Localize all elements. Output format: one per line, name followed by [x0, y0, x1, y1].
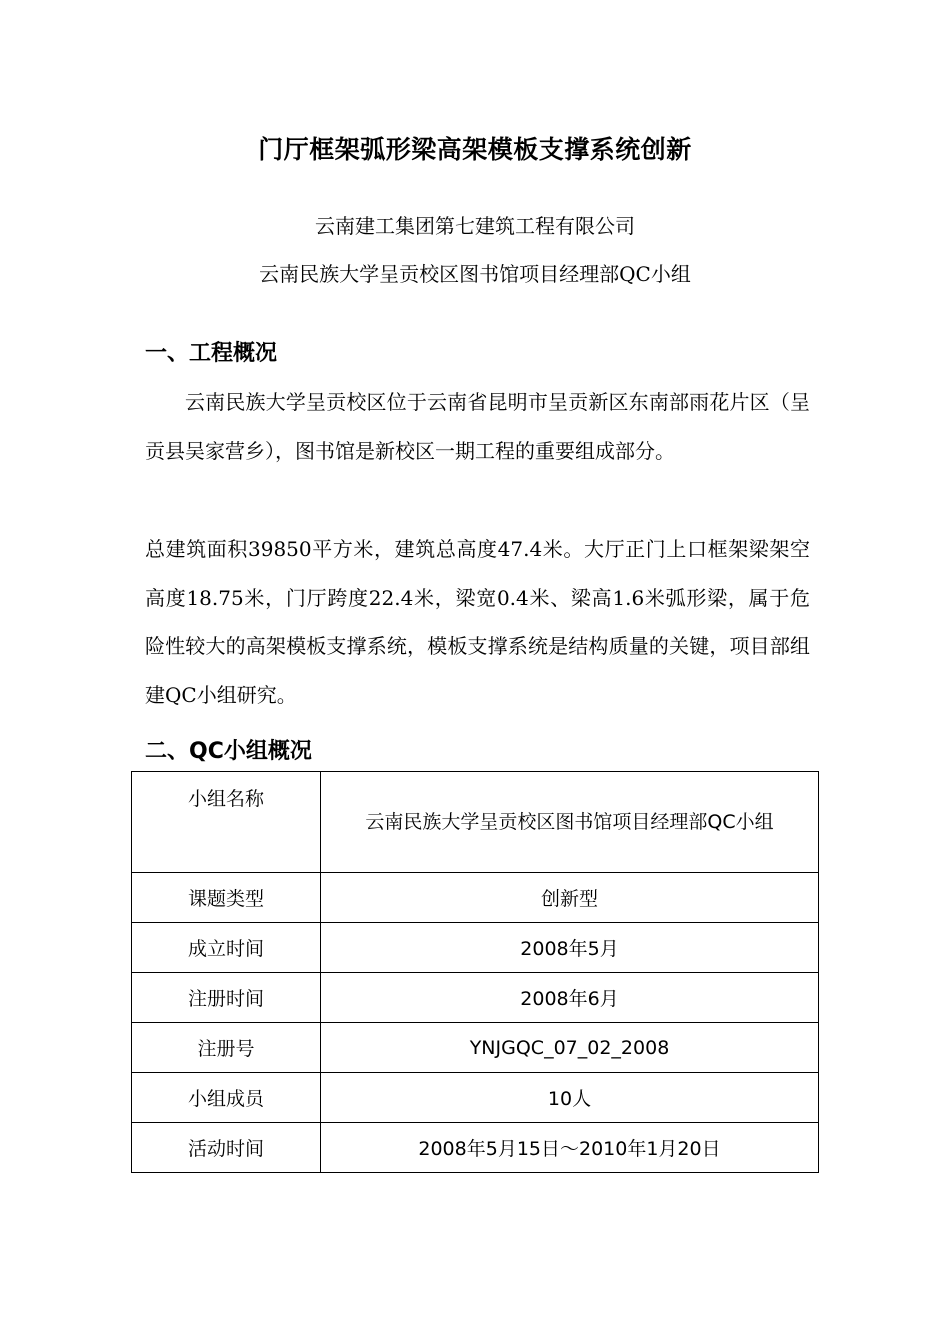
row-label: 小组成员 — [132, 1073, 321, 1123]
row-label: 注册时间 — [132, 973, 321, 1023]
row-value: 2008年5月 — [321, 923, 819, 973]
company-name: 云南建工集团第七建筑工程有限公司 — [315, 214, 635, 238]
row-value: 2008年5月15日～2010年1月20日 — [321, 1123, 819, 1173]
overview-paragraph-1: 云南民族大学呈贡校区位于云南省昆明市呈贡新区东南部雨花片区（呈贡县吴家营乡），图书馆是新校区一期工程的重要组成部分。 — [145, 390, 810, 463]
table-row — [132, 873, 819, 923]
row-label: 成立时间 — [132, 923, 321, 973]
row-value: 10人 — [321, 1073, 819, 1123]
section-heading-qc-group: 二、QC小组概况 — [145, 739, 312, 764]
overview-paragraph-2: 总建筑面积39850平方米，建筑总高度47.4米。大厅正门上口框架梁架空高度18.75米，门厅跨度22.4米，梁宽0.4米、梁高1.6米弧形梁，属于危险性较大的高架模板支撑系统，模板支撑系统是结构质量的关键，项目部组建QC小组研究。 — [145, 537, 810, 707]
table-row — [132, 973, 819, 1023]
group-name: 云南民族大学呈贡校区图书馆项目经理部QC小组 — [259, 262, 691, 286]
table-row — [132, 1023, 819, 1073]
qc-group-table — [131, 771, 819, 1173]
table-row — [132, 772, 819, 873]
row-value: 云南民族大学呈贡校区图书馆项目经理部QC小组 — [321, 772, 819, 873]
table-row — [132, 923, 819, 973]
row-label: 课题类型 — [132, 873, 321, 923]
row-label: 注册号 — [132, 1023, 321, 1073]
row-value: 2008年6月 — [321, 973, 819, 1023]
row-value: YNJGQC_07_02_2008 — [321, 1023, 819, 1073]
table-row — [132, 1073, 819, 1123]
row-label: 活动时间 — [132, 1123, 321, 1173]
row-label: 小组名称 — [132, 772, 321, 873]
section-heading-overview: 一、工程概况 — [145, 341, 278, 366]
document-title: 门厅框架弧形梁高架模板支撑系统创新 — [258, 135, 692, 164]
row-value: 创新型 — [321, 873, 819, 923]
table-row — [132, 1123, 819, 1173]
